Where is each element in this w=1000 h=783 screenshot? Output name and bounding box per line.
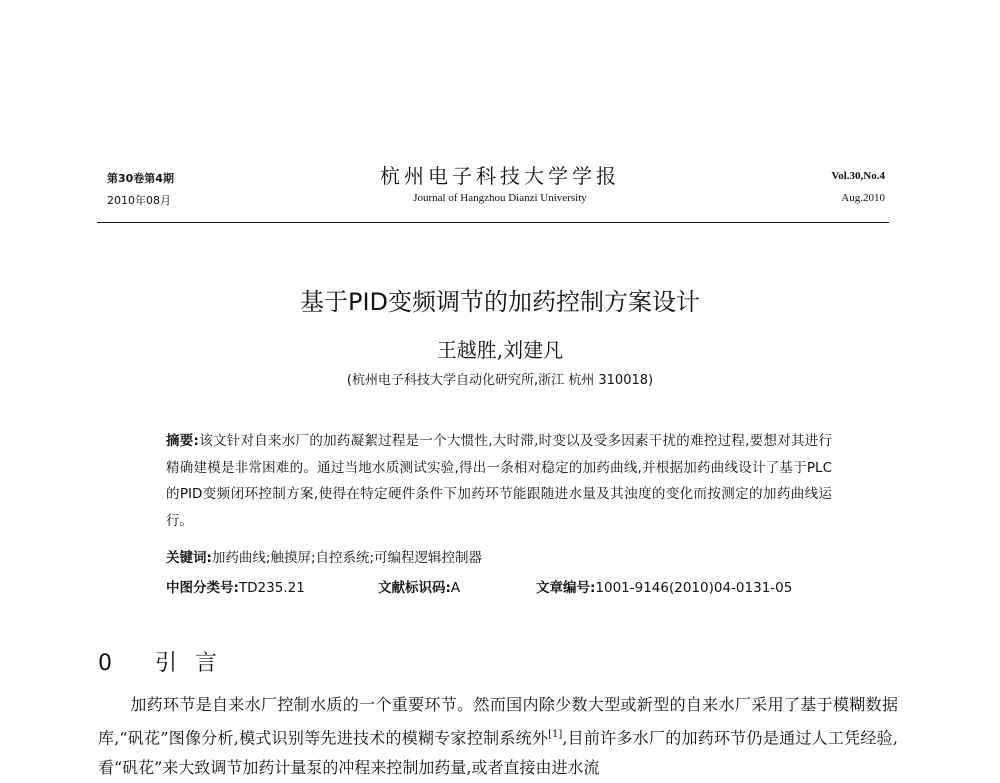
section-title: 引言	[155, 651, 236, 676]
doc-code-value: A	[450, 580, 461, 596]
doc-code-label: 文献标识码:	[378, 580, 451, 596]
article-number	[536, 576, 792, 596]
article-affiliation: (杭州电子科技大学自动化研究所,浙江 杭州 310018)	[346, 373, 654, 388]
abstract	[166, 428, 832, 534]
keywords-label: 关键词:	[166, 550, 212, 566]
journal-title-en: Journal of Hangzhou Dianzi University	[413, 192, 587, 204]
keywords	[166, 546, 482, 566]
header-date-en: Aug.2010	[841, 192, 885, 204]
clc-code	[166, 576, 305, 596]
body-text-2: ,目前许多水厂的加药环节仍是通过人工凭经验,看“矾花”来大致调节加药计量泵的冲程来控制加药量,或者直接由进水流	[98, 728, 898, 778]
article-authors: 王越胜,刘建凡	[436, 338, 564, 362]
abstract-text: 该文针对自来水厂的加药凝絮过程是一个大惯性,大时滞,时变以及受多因素干扰的难控过程,要想对其进行精确建模是非常困难的。通过当地水质测试实验,得出一条相对稳定的加药曲线,并根据加药曲线设计了基于PLC的PID变频闭环控制方案,使得在特定硬件条件下加药环节能跟随进水量及其浊度的变化而按测定的加药曲线运行。	[166, 433, 832, 529]
journal-title: 杭州电子科技大学学报	[380, 164, 620, 188]
header-rule	[97, 222, 889, 223]
citation-ref[interactable]: [1]	[548, 729, 563, 740]
header-date: 2010年08月	[107, 194, 171, 207]
header-volume-issue-en: Vol.30,No.4	[831, 170, 885, 182]
article-title: 基于PID变频调节的加药控制方案设计	[299, 288, 701, 316]
clc-label: 中图分类号:	[166, 580, 239, 596]
body-text-1: 加药环节是自来水厂控制水质的一个重要环节。然而国内除少数大型或新型的自来水厂采用了基于模糊数据库,“矾花”图像分析,模式识别等先进技术的模糊专家控制系统外	[98, 695, 898, 748]
clc-value: TD235.21	[238, 580, 305, 596]
keywords-text: 加药曲线;触摸屏;自控系统;可编程逻辑控制器	[211, 550, 483, 566]
abstract-label: 摘要:	[166, 433, 199, 449]
doc-code	[378, 576, 460, 596]
body-paragraph	[98, 690, 898, 783]
article-no-label: 文章编号:	[536, 580, 596, 596]
section-number: 0	[98, 651, 130, 676]
article-no-value: 1001-9146(2010)04-0131-05	[595, 580, 793, 596]
header-volume-issue: 第30卷第4期	[107, 172, 174, 185]
section-heading	[98, 646, 235, 677]
